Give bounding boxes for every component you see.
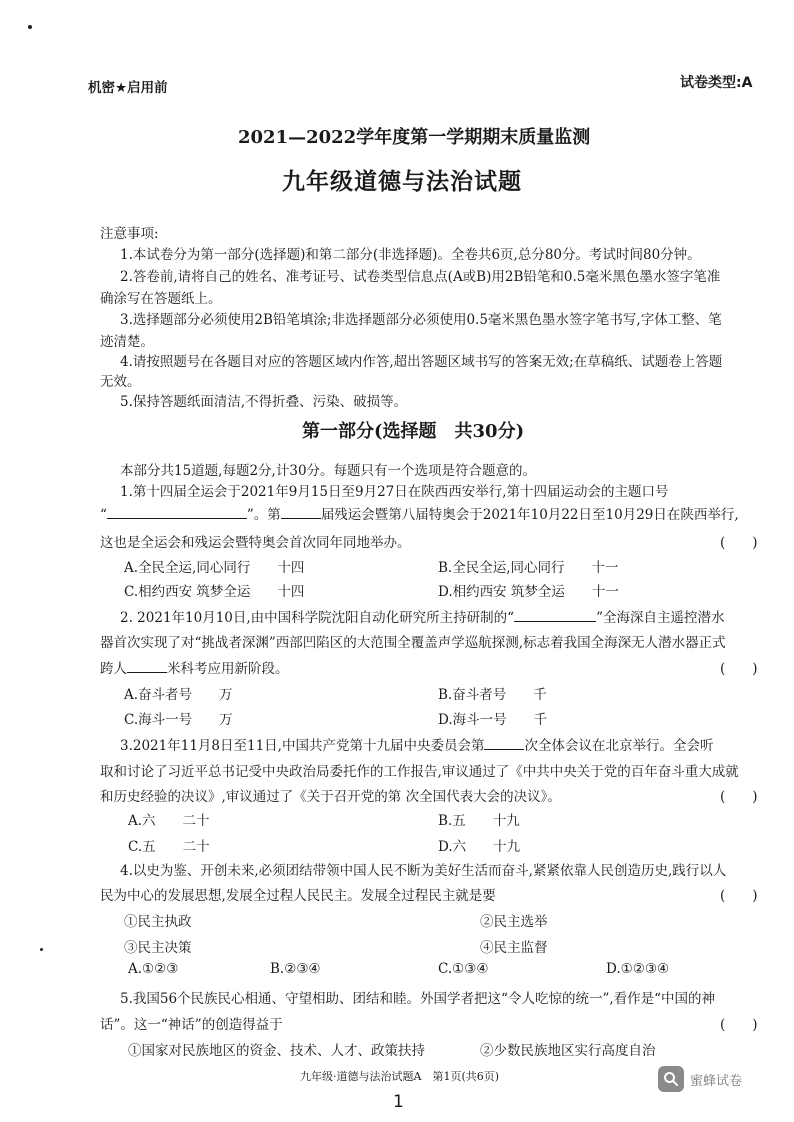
q2-answer-bracket: ( ) bbox=[720, 661, 758, 677]
q4-statement-2: ②民主选举 bbox=[480, 914, 548, 930]
q2-blank-depth bbox=[127, 658, 167, 673]
q1-blank-slogan bbox=[107, 504, 247, 519]
paper-type-label: 试卷类型:A bbox=[680, 75, 753, 91]
q3-stem-line3: 和历史经验的决议》,审议通过了《关于召开党的第 次全国代表大会的决议》。 bbox=[100, 789, 561, 805]
note-4: 4.请按照题号在各题目对应的答题区域内作答,超出答题区域书写的答案无效;在草稿纸、试题卷上答题 bbox=[120, 354, 723, 370]
q5-stem-line2: 话”。这一“神话”的创造得益于 bbox=[100, 1017, 283, 1033]
q2-option-b: B.奋斗者号 千 bbox=[438, 687, 547, 703]
q4-option-a: A.①②③ bbox=[128, 961, 179, 977]
watermark bbox=[658, 1066, 742, 1092]
q5-statement-1: ①国家对民族地区的资金、技术、人才、政策扶持 bbox=[128, 1043, 425, 1059]
notes-heading: 注意事项: bbox=[100, 226, 159, 242]
search-icon bbox=[658, 1066, 684, 1092]
page-number: 1 bbox=[393, 1092, 404, 1112]
q4-statement-3: ③民主决策 bbox=[124, 940, 192, 956]
q4-option-d: D.①②③④ bbox=[606, 961, 670, 977]
note-1: 1.本试卷分为第一部分(选择题)和第二部分(非选择题)。全卷共6页,总分80分。考试时间80分钟。 bbox=[120, 247, 701, 263]
q1-stem-line1: 1.第十四届全运会于2021年9月15日至9月27日在陕西西安举行,第十四届运动会的主题口号 bbox=[120, 484, 669, 500]
part1-intro: 本部分共15道题,每题2分,计30分。每题只有一个选项是符合题意的。 bbox=[120, 463, 537, 479]
q2-option-d: D.海斗一号 千 bbox=[438, 712, 548, 728]
q5-stem-line1: 5.我国56个民族民心相通、守望相助、团结和睦。外国学者把这“令人吃惊的统一”,看作是“中国的神 bbox=[120, 991, 716, 1007]
scan-speck bbox=[40, 948, 43, 951]
q5-statement-2: ②少数民族地区实行高度自治 bbox=[480, 1043, 656, 1059]
note-2: 2.答卷前,请将自己的姓名、准考证号、试卷类型信息点(A或B)用2B铅笔和0.5毫米黑色墨水签字笔准 bbox=[120, 269, 721, 285]
q2-stem-line3: 跨人 米科考应用新阶段。 bbox=[100, 657, 289, 677]
part1-heading: 第一部分(选择题 共30分) bbox=[302, 421, 525, 442]
q3-answer-bracket: ( ) bbox=[720, 789, 758, 805]
q2-stem-line1: 2. 2021年10月10日,由中国科学院沈阳自动化研究所主持研制的“ ”全海深自主遥控潜水 bbox=[120, 606, 724, 626]
subject-title: 九年级道德与法治试题 bbox=[282, 168, 522, 195]
q3-option-a: A.六 二十 bbox=[128, 813, 210, 829]
exam-title: 2021—2022学年度第一学期期末质量监测 bbox=[238, 127, 591, 148]
confidential-label: 机密★启用前 bbox=[88, 80, 168, 96]
q4-option-c: C.①③④ bbox=[438, 961, 489, 977]
q1-option-c: C.相约西安 筑梦全运 十四 bbox=[124, 584, 305, 600]
q4-statement-1: ①民主执政 bbox=[124, 914, 192, 930]
q3-blank-session bbox=[484, 735, 524, 750]
q2-option-a: A.奋斗者号 万 bbox=[124, 687, 233, 703]
note-4-cont: 无效。 bbox=[100, 374, 141, 390]
q4-stem-line1: 4.以史为鉴、开创未来,必须团结带领中国人民不断为美好生活而奋斗,紧紧依靠人民创造历史,践行以人 bbox=[120, 863, 727, 879]
q3-option-c: C.五 二十 bbox=[128, 839, 210, 855]
q1-stem-line3: 这也是全运会和残运会暨特奥会首次同年同地举办。 bbox=[100, 535, 411, 551]
q3-option-d: D.六 十九 bbox=[438, 839, 521, 855]
scan-speck bbox=[28, 25, 32, 29]
q1-blank-number bbox=[281, 504, 321, 519]
q2-stem-line2: 器首次实现了对“挑战者深渊”西部凹陷区的大范围全覆盖声学巡航探测,标志着我国全海深无人潜水器正式 bbox=[100, 635, 726, 651]
note-2-cont: 确涂写在答题纸上。 bbox=[100, 291, 222, 307]
q4-statement-4: ④民主监督 bbox=[480, 940, 548, 956]
q3-stem-line2: 取和讨论了习近平总书记受中央政治局委托作的工作报告,审议通过了《中共中央关于党的百年奋斗重大成就 bbox=[100, 764, 739, 780]
q4-option-b: B.②③④ bbox=[270, 961, 321, 977]
q3-option-b: B.五 十九 bbox=[438, 813, 520, 829]
q1-option-b: B.全民全运,同心同行 十一 bbox=[438, 560, 619, 576]
note-3: 3.选择题部分必须使用2B铅笔填涂;非选择题部分必须使用0.5毫米黑色墨水签字笔书写,字体工整、笔 bbox=[120, 312, 722, 328]
q4-answer-bracket: ( ) bbox=[720, 888, 758, 904]
q5-answer-bracket: ( ) bbox=[720, 1017, 758, 1033]
q3-stem-line1: 3.2021年11月8日至11日,中国共产党第十九届中央委员会第 次全体会议在北京举行。全会听 bbox=[120, 734, 713, 754]
q1-answer-bracket: ( ) bbox=[720, 535, 758, 551]
q2-blank-name bbox=[514, 607, 596, 622]
q1-option-a: A.全民全运,同心同行 十四 bbox=[124, 560, 305, 576]
q4-stem-line2: 民为中心的发展思想,发展全过程人民民主。发展全过程民主就是要 bbox=[100, 888, 496, 904]
q2-option-c: C.海斗一号 万 bbox=[124, 712, 233, 728]
page-footer: 九年级·道德与法治试题A 第1页(共6页) bbox=[300, 1070, 500, 1083]
q1-stem-line2: “ ”。第 届残运会暨第八届特奥会于2021年10月22日至10月29日在陕西举行, bbox=[100, 503, 739, 523]
watermark-text: 蜜蜂试卷 bbox=[690, 1073, 743, 1089]
q1-option-d: D.相约西安 筑梦全运 十一 bbox=[438, 584, 619, 600]
note-5: 5.保持答题纸面清洁,不得折叠、污染、破损等。 bbox=[120, 394, 408, 410]
note-3-cont: 迹清楚。 bbox=[100, 334, 154, 350]
